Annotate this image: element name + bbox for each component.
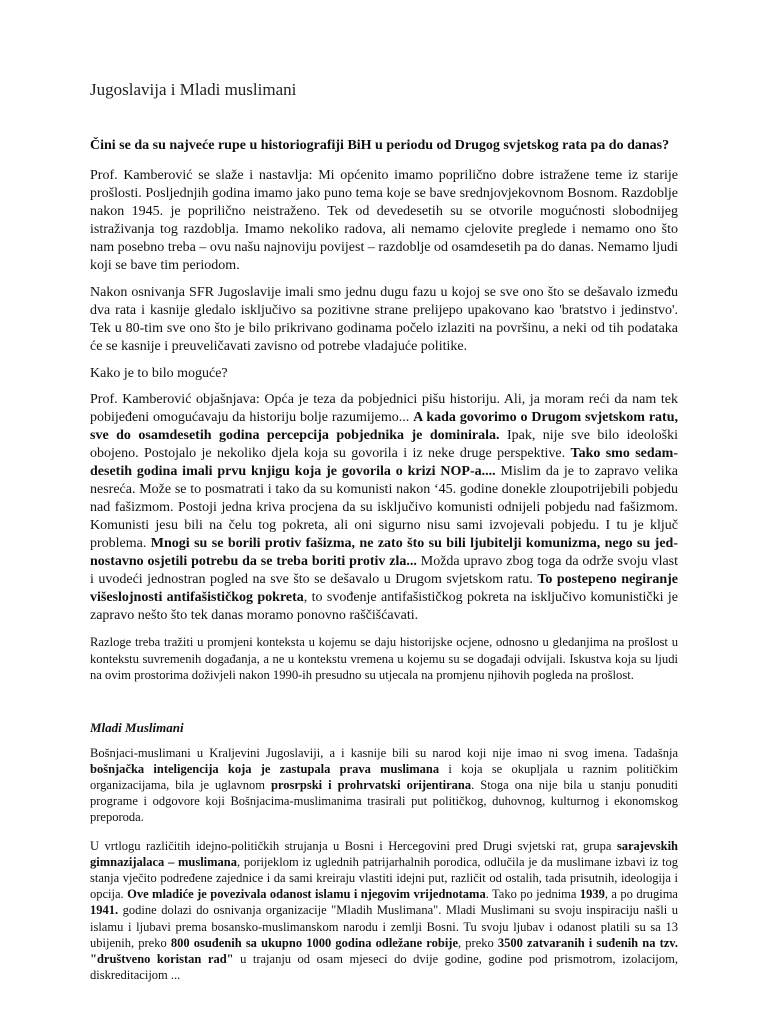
- bold-run: 1939: [579, 887, 605, 902]
- paragraph-5: Razloge treba tražiti u promjeni konteksta u kojemu se daju historijske ocjene, odnosno u gledanjima na prošlost u kontekstu suvremenih događanja, a ne u kontekstu vremena u kojemu su se događaji odvijali. Iskustva koja su ljudi na ovim prostorima doživjeli nakon 1990-ih presudno su utjecala na promjenu njihovih pogleda na prošlost.: [90, 635, 678, 682]
- text-run: , preko: [458, 935, 498, 950]
- paragraph-question-2: Kako je to bilo moguće?: [90, 366, 228, 381]
- document-title: Jugoslavija i Mladi muslimani: [90, 80, 297, 99]
- bold-run: Mnogi su se borili protiv fašizma, ne zato što su bili ljubitelji komunizma, nego su jed-nostavno osjetili potrebu da se treba boriti protiv zla...: [90, 536, 679, 569]
- text-run: Ipak, nije sve bilo ideološki obojeno. Postojalo je nekoliko djela koja su govorila i iz neke druge perspektive.: [90, 428, 678, 461]
- text-run: . Tako po jednima: [485, 887, 580, 902]
- text-run: . Stoga ona nije bila u stanju ponuditi programe i odgovore koji Bošnjacima-muslimanima trasirali put političkog, duhovnog, kulturnog i ekonomskog preporoda.: [90, 777, 678, 825]
- text-run: Prof. Kamberović objašnjava: Opća je teza da pobjednici pišu historiju. Ali, ja moram reći da nam tek pobijeđeni omogućavaju da historiju bolje razumijemo...: [90, 392, 678, 425]
- bold-run: sarajevskih gimnazijalaca – muslimana: [90, 838, 678, 869]
- paragraph-7: [90, 838, 678, 984]
- paragraph-6: [90, 745, 678, 826]
- bold-run: 800 osuđenih sa ukupno 1000 godina odležane robije: [170, 935, 459, 950]
- text-run: , to svođenje antifašističkog pokreta na isključivo komunistički je zapravo nešto što tek danas moramo ponovno raščišćavati.: [90, 590, 678, 623]
- text-run: i koja se okupljala u raznim političkim organizacijama, bila je uglavnom: [90, 761, 679, 792]
- bold-run: bošnjačka inteligencija koja je zastupala prava muslimana: [90, 761, 440, 776]
- bold-run: prosrpski i prohrvatski orijentirana: [270, 777, 472, 792]
- text-run: Mislim da je to zapravo velika nesreća. Može se to posmatrati i tako da su komunisti nakon ‘45. godine donekle zloupotrijebili pobjedu nad fašizmom. Postoji jedna kriva procjena da su isključivo komunisti odnijeli pobjedu nad fašizmom. Komunisti jesu bili na čelu tog pokreta, ali oni sigurno nisu sami izvojevali pobjedu. I tu je ključ problema.: [90, 464, 678, 551]
- section-heading: Mladi Muslimani: [90, 719, 184, 735]
- interview-question: Čini se da su najveće rupe u historiografiji BiH u periodu od Drugog svjetskog rata pa do danas?: [90, 138, 670, 153]
- text-run: , porijeklom iz uglednih patrijarhalnih porodica, odlučila je da muslimane izbavi iz tog stanja vječito podređene zajednice i da sami kreiraju vlastiti idejni put, različit od ostalih, tada prisutnih, ideologija i opcija.: [90, 854, 678, 902]
- text-run: Bošnjaci-muslimani u Kraljevini Jugoslaviji, a i kasnije bili su narod koji nije imao ni svog imena. Tadašnja: [90, 745, 678, 760]
- text-run: u trajanju od osam mjeseci do dvije godine, godine pod prismotrom, izolacijom, diskreditacijom ...: [90, 951, 678, 983]
- paragraph-4: [90, 391, 678, 625]
- text-run: , a po drugima: [604, 887, 678, 902]
- paragraph-2: Nakon osnivanja SFR Jugoslavije imali smo jednu dugu fazu u kojoj se sve ono što se dešavalo između dva rata i kasnije gledalo isključivo sa pozitivne strane prelijepo upakovano kao 'bratstvo i jedinstvo'. Tek u 80-tim sve ono što je bilo prikrivano godinama počelo izlaziti na površinu, a neki od tih podataka će se kasnije i preuveličavati zavisno od potrebe vladajuće politike.: [90, 285, 678, 354]
- document-page: [90, 80, 678, 995]
- bold-run: Tako smo sedam-desetih godina imali prvu knjigu koja je govorila o krizi NOP-a....: [90, 446, 678, 479]
- text-run: Možda upravo zbog toga da održe svoju vlast i uvodeći jednostran pogled na sve što se dešavalo u Drugom svjetskom ratu.: [90, 554, 679, 587]
- text-run: U vrtlogu različitih idejno-političkih strujanja u Bosni i Hercegovini pred Drugi svjetski rat, grupa: [90, 838, 617, 853]
- bold-run: To postepeno negiranje višeslojnosti antifašističkog pokreta: [90, 572, 678, 605]
- paragraph-1: Prof. Kamberović se slaže i nastavlja: Mi općenito imamo poprilično dobre istražene teme iz starije prošlosti. Posljednjih godina imamo jako puno tema koje se bave srednjovjekovnom Bosnom. Razdoblje nakon 1945. je poprilično neistraženo. Tek od devedesetih su se otvorile mogućnosti slobodnijeg istraživanja tog razdoblja. Imamo nekoliko radova, ali nemamo cjelovite preglede i nemamo ono što nam posebno treba – ovu našu najnoviju povijest – razdoblje od osamdesetih pa do danas. Nemamo ljudi koji se bave tim periodom.: [90, 168, 678, 273]
- bold-run: A kada govorimo o Drugom svjetskom ratu, sve do osamdesetih godina percepcija pobjednika je dominirala.: [90, 410, 678, 443]
- section-spacer: [90, 694, 678, 720]
- bold-run: Ove mladiće je povezivala odanost islamu i njegovim vrijednotama: [127, 887, 486, 902]
- bold-run: 3500 zatvaranih i suđenih na tzv. "društveno koristan rad": [90, 935, 678, 966]
- text-run: godine dolazi do osnivanja organizacije "Mladih Muslimana". Mladi Muslimani su svoju inspiraciju našli u islamu i ljubavi prema bosansko-muslimanskom narodu i zemlji Bosni. Tu svoju ljubav i odanost platili su sa 13 ubijenih, preko: [90, 903, 678, 950]
- bold-run: 1941.: [90, 903, 119, 918]
